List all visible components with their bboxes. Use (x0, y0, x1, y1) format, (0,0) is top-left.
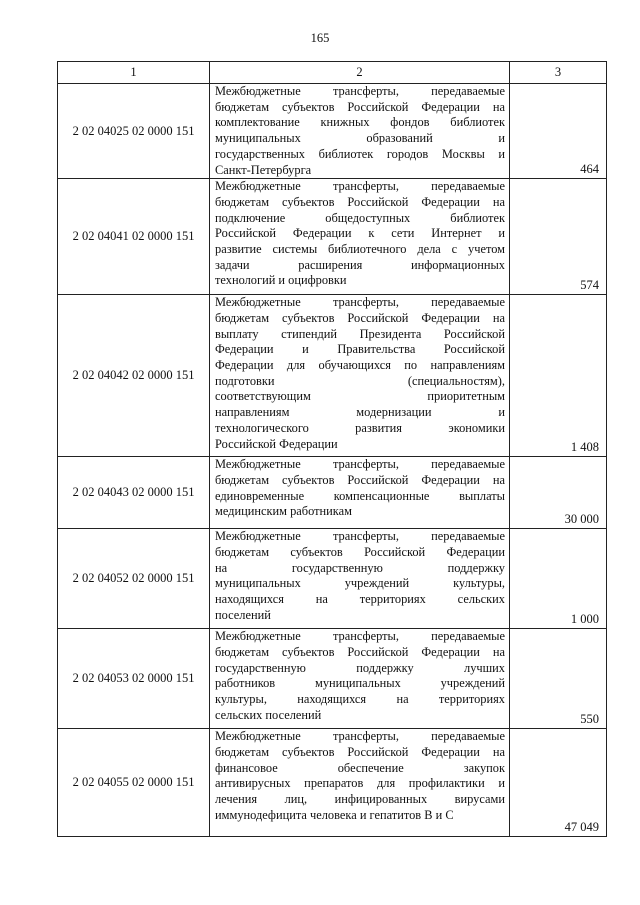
description-line: единовременные компенсационные выплаты (215, 488, 505, 503)
description-line: Санкт-Петербурга (215, 162, 312, 177)
transfer-description (210, 629, 510, 729)
classification-code: 2 02 04025 02 0000 151 (58, 84, 210, 179)
table-row (58, 179, 607, 295)
amount-value: 47 049 (510, 729, 607, 837)
description-line: на государственную поддержку (215, 560, 505, 575)
description-line: Межбюджетные трансферты, передаваемые (215, 84, 505, 98)
classification-code: 2 02 04041 02 0000 151 (58, 179, 210, 295)
description-line: бюджетам субъектов Российской Федерации (215, 544, 505, 559)
description-line: работников муниципальных учреждений (215, 676, 505, 691)
description-line: Российской Федерации к сети Интернет и (215, 226, 505, 241)
description-line: муниципальных образований и (215, 131, 505, 146)
description-line: иммунодефицита человека и гепатитов В и С (215, 807, 454, 822)
description-line: культуры, находящихся на территориях (215, 692, 505, 707)
transfer-description (210, 529, 510, 629)
description-line: развитие системы библиотечного дела с учетом (215, 242, 505, 257)
description-line: финансовое обеспечение закупок (215, 760, 505, 775)
amount-value: 30 000 (510, 457, 607, 529)
budget-table (57, 61, 607, 837)
description-line: Федерации для обучающихся по направлениям (215, 358, 505, 373)
classification-code: 2 02 04052 02 0000 151 (58, 529, 210, 629)
transfer-description (210, 84, 510, 179)
classification-code: 2 02 04042 02 0000 151 (58, 295, 210, 457)
column-header-1: 1 (58, 62, 210, 84)
description-line: комплектование книжных фондов библиотек (215, 115, 505, 130)
table-row (58, 457, 607, 529)
description-line: Межбюджетные трансферты, передаваемые (215, 179, 505, 194)
table-row (58, 295, 607, 457)
page-number: 165 (310, 31, 330, 45)
description-line: лечения лиц, инфицированных вирусами (215, 792, 505, 807)
transfer-description (210, 179, 510, 295)
description-line: бюджетам субъектов Российской Федерации на (215, 644, 505, 659)
description-line: бюджетам субъектов Российской Федерации на (215, 99, 505, 114)
amount-value: 464 (510, 84, 607, 179)
column-header-3: 3 (510, 62, 607, 84)
description-line: поселений (215, 607, 271, 622)
description-line: антивирусных препаратов для профилактики и (215, 776, 505, 791)
description-line: государственных библиотек городов Москвы и (215, 146, 505, 161)
transfer-description (210, 729, 510, 837)
description-line: Межбюджетные трансферты, передаваемые (215, 629, 505, 644)
amount-value: 1 000 (510, 529, 607, 629)
description-line: подключение общедоступных библиотек (215, 210, 505, 225)
description-line: направлениям модернизации и (215, 405, 505, 420)
description-line: соответствующим приоритетным (215, 389, 505, 404)
description-line: бюджетам субъектов Российской Федерации на (215, 744, 505, 759)
description-line: Межбюджетные трансферты, передаваемые (215, 295, 505, 310)
description-line: государственную поддержку лучших (215, 660, 505, 675)
description-line: бюджетам субъектов Российской Федерации на (215, 472, 505, 487)
description-line: подготовки (специальностям), (215, 373, 505, 388)
amount-value: 1 408 (510, 295, 607, 457)
description-line: бюджетам субъектов Российской Федерации на (215, 194, 505, 209)
amount-value: 550 (510, 629, 607, 729)
description-line: Межбюджетные трансферты, передаваемые (215, 729, 505, 744)
description-line: Межбюджетные трансферты, передаваемые (215, 457, 505, 472)
description-line: Федерации и Правительства Российской (215, 342, 505, 357)
classification-code: 2 02 04053 02 0000 151 (58, 629, 210, 729)
description-line: медицинским работникам (215, 504, 352, 519)
description-line: задачи расширения информационных (215, 257, 505, 272)
transfer-description (210, 457, 510, 529)
table-row (58, 729, 607, 837)
description-line: бюджетам субъектов Российской Федерации на (215, 310, 505, 325)
table-row (58, 84, 607, 179)
amount-value: 574 (510, 179, 607, 295)
description-line: Российской Федерации (215, 436, 338, 451)
transfer-description (210, 295, 510, 457)
description-line: сельских поселений (215, 707, 322, 722)
description-line: технологий и оцифровки (215, 273, 347, 288)
table-header-row (58, 62, 607, 84)
column-header-2: 2 (210, 62, 510, 84)
description-line: технологического развития экономики (215, 420, 505, 435)
description-line: муниципальных учреждений культуры, (215, 576, 505, 591)
description-line: Межбюджетные трансферты, передаваемые (215, 529, 505, 544)
table-row (58, 629, 607, 729)
classification-code: 2 02 04055 02 0000 151 (58, 729, 210, 837)
table-row (58, 529, 607, 629)
description-line: выплату стипендий Президента Российской (215, 326, 505, 341)
classification-code: 2 02 04043 02 0000 151 (58, 457, 210, 529)
description-line: находящихся на территориях сельских (215, 592, 505, 607)
